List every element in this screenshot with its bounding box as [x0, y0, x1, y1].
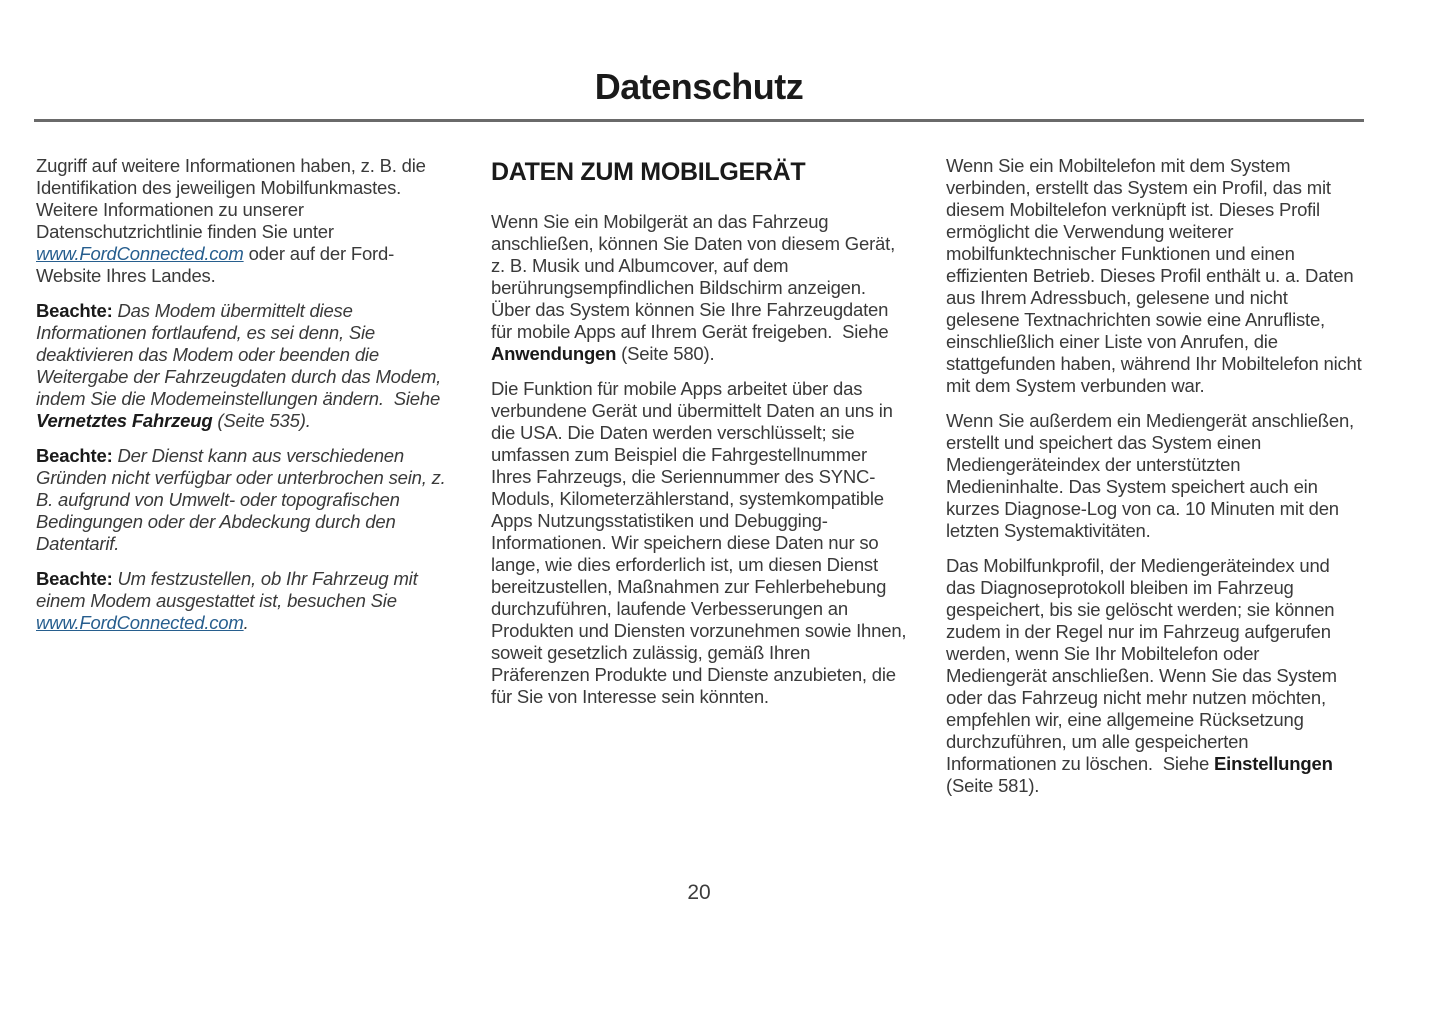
- text-run: Der Dienst kann aus verschiedenen Gründen nicht verfügbar oder unterbrochen sein, z. B. aufgrund von Umwelt- oder topografischen Bedingungen oder der Abdeckung durch den Datentarif.: [36, 445, 451, 554]
- paragraph: [491, 211, 907, 365]
- text-run: Zugriff auf weitere Informationen haben, z. B. die Identifikation des jeweiligen Mobilfunkmastes. Weitere Informationen zu unserer Datenschutzrichtlinie finden Sie unter: [36, 155, 431, 242]
- text-run: Beachte:: [36, 568, 113, 589]
- text-run: Anwendungen: [491, 343, 617, 364]
- paragraph: [946, 410, 1362, 542]
- section-heading: DATEN ZUM MOBILGERÄT: [491, 158, 806, 186]
- hyperlink[interactable]: www.FordConnected.com: [36, 243, 244, 264]
- text-run: (Seite 535).: [212, 410, 311, 431]
- text-run: Vernetztes Fahrzeug: [36, 410, 213, 431]
- paragraph: [36, 155, 452, 287]
- column-middle: [491, 155, 912, 810]
- text-run: .: [243, 612, 249, 633]
- hyperlink[interactable]: www.FordConnected.com: [36, 612, 244, 633]
- text-run: Wenn Sie ein Mobilgerät an das Fahrzeug anschließen, können Sie Daten von diesem Gerät, z. B. Musik und Albumcover, auf dem berührungsempfindlichen Bildschirm anzeigen. Über das System können Sie Ihre Fahrzeugdaten für mobile Apps auf Ihrem Gerät freigeben. Siehe: [491, 211, 900, 342]
- text-run: Das Mobilfunkprofil, der Mediengeräteindex und das Diagnoseprotokoll bleiben im Fahrzeug gespeichert, bis sie gelöscht werden; sie können zudem in der Regel nur im Fahrzeug aufgerufen werden, wenn Sie Ihr Mobiltelefon oder Mediengerät anschließen. Wenn Sie das System oder das Fahrzeug nicht mehr nutzen möchten, empfehlen wir, eine allgemeine Rücksetzung durchzuführen, um alle gespeicherten Informationen zu löschen. Siehe: [946, 555, 1342, 774]
- paragraph: [36, 300, 452, 432]
- text-run: (Seite 580).: [616, 343, 715, 364]
- page-number: 20: [687, 881, 711, 904]
- content-columns: [36, 155, 1367, 810]
- text-run: Wenn Sie ein Mobiltelefon mit dem System verbinden, erstellt das System ein Profil, das mit diesem Mobiltelefon verknüpft ist. Dieses Profil ermöglicht die Verwendung weiterer mobilfunktechnischer Funktionen und einen effizienten Betrieb. Dieses Profil enthält u. a. Daten aus Ihrem Adressbuch, gelesene und nicht gelesene Textnachrichten sowie eine Anrufliste, einschließlich einer Liste von Anrufen, die stattgefunden haben, während Ihr Mobiltelefon nicht mit dem System verbunden war.: [946, 155, 1367, 396]
- text-run: (Seite 581).: [946, 753, 1338, 796]
- text-run: Wenn Sie außerdem ein Mediengerät anschließen, erstellt und speichert das System einen Mediengeräteindex der unterstützten Medieninhalte. Das System speichert auch ein kurzes Diagnose-Log von ca. 10 Minuten mit den letzten Systemaktivitäten.: [946, 410, 1359, 541]
- text-run: Beachte:: [36, 445, 113, 466]
- text-run: oder auf der Ford-Website Ihres Landes.: [36, 243, 395, 286]
- text-run: Beachte:: [36, 300, 113, 321]
- title-divider: [34, 119, 1364, 122]
- text-run: Einstellungen: [1213, 753, 1333, 774]
- text-run: Um festzustellen, ob Ihr Fahrzeug mit einem Modem ausgestattet ist, besuchen Sie: [36, 568, 423, 611]
- text-run: Die Funktion für mobile Apps arbeitet über das verbundene Gerät und übermittelt Daten an uns in die USA. Die Daten werden verschlüsselt; sie umfassen zum Beispiel die Fahrgestellnummer Ihres Fahrzeugs, die Seriennummer des SYNC-Moduls, Kilometerzählerstand, systemkompatible Apps Nutzungsstatistiken und Debugging-Informationen. Wir speichern diese Daten nur so lange, wie dies erforderlich ist, um diesen Dienst bereitzustellen, Maßnahmen zur Fehlerbehebung durchzuführen, laufende Verbesserungen an Produkten und Diensten vorzunehmen sowie Ihnen, soweit gesetzlich zulässig, gemäß Ihren Präferenzen Produkte und Dienste anzubieten, die für Sie von Interesse sein könnten.: [491, 378, 912, 707]
- paragraph: [36, 445, 452, 555]
- column-right: [946, 155, 1367, 810]
- paragraph: [491, 378, 912, 708]
- paragraph: [946, 155, 1367, 397]
- paragraph: [36, 568, 452, 634]
- column-left: [36, 155, 452, 810]
- text-run: Das Modem übermittelt diese Informationen fortlaufend, es sei denn, Sie deaktivieren das Modem oder beenden die Weitergabe der Fahrzeugdaten durch das Modem, indem Sie die Modemeinstellungen ändern. Siehe: [36, 300, 447, 409]
- paragraph: [946, 555, 1362, 797]
- page-title: Datenschutz: [594, 66, 804, 107]
